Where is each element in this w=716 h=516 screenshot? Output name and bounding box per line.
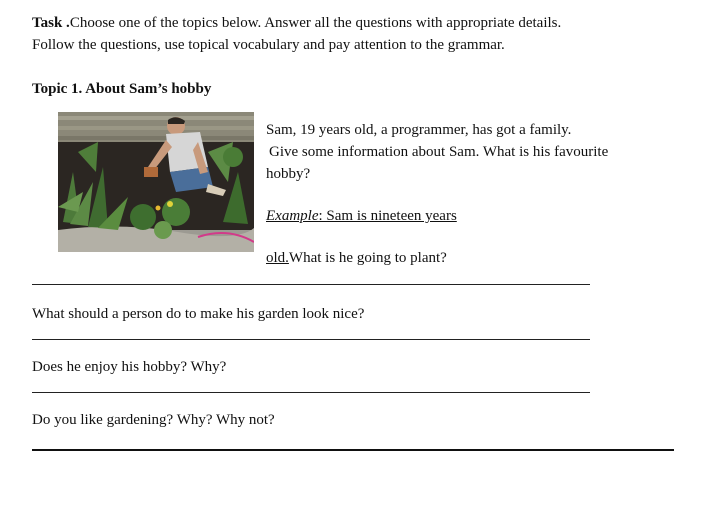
answer-line-1[interactable]	[32, 284, 590, 285]
topic-title: Topic 1. About Sam’s hobby	[32, 81, 212, 97]
example-continuation: old.	[266, 250, 289, 266]
task-instruction-line-2: Follow the questions, use topical vocabulary and pay attention to the grammar.	[32, 37, 505, 53]
task-instruction-line-1	[32, 14, 561, 32]
question-4: Do you like gardening? Why? Why not?	[32, 412, 275, 428]
description-line-1: Sam, 19 years old, a programmer, has got a family.	[266, 122, 572, 138]
question-2: What should a person do to make his garden look nice?	[32, 306, 365, 322]
gardening-photo	[58, 112, 254, 252]
task-instruction-text: Choose one of the topics below. Answer all the questions with appropriate details.	[69, 15, 562, 31]
description-line-3: hobby?	[266, 166, 311, 182]
task-label: Task .	[32, 15, 70, 31]
description-line-2: Give some information about Sam. What is his favourite	[269, 144, 609, 160]
example-text: : Sam is nineteen years	[318, 208, 457, 224]
question-1	[266, 249, 447, 267]
answer-line-4[interactable]	[32, 449, 674, 451]
answer-line-3[interactable]	[32, 392, 590, 393]
example-label: Example	[266, 208, 319, 224]
answer-line-2[interactable]	[32, 339, 590, 340]
question-1-text: What is he going to plant?	[288, 250, 447, 266]
question-3: Does he enjoy his hobby? Why?	[32, 359, 227, 375]
example-sentence	[266, 207, 457, 225]
